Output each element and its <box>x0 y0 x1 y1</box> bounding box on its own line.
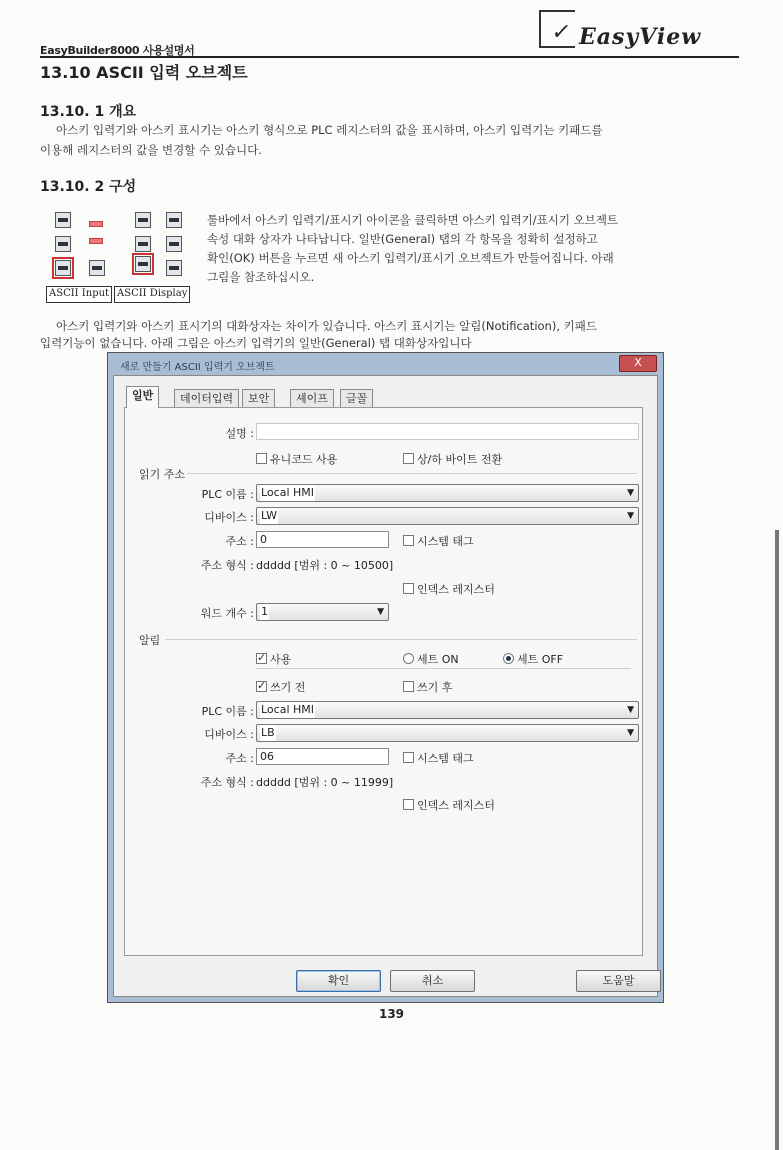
checkbox-icon <box>403 681 414 692</box>
read-format-value: ddddd [범위 : 0 ~ 10500] <box>256 559 394 572</box>
after-write-label: 쓰기 후 <box>417 681 453 694</box>
group-divider <box>256 668 631 669</box>
notification-group-label: 알림 <box>139 634 161 647</box>
notify-device-value: LB <box>261 726 275 739</box>
use-unicode-label: 유니코드 사용 <box>270 453 338 466</box>
notify-index-register-label: 인덱스 레지스터 <box>417 799 495 812</box>
word-count-select[interactable] <box>256 603 389 621</box>
notify-format-value: ddddd [범위 : 0 ~ 11999] <box>256 776 394 789</box>
read-address-label: 주소 : <box>225 535 254 548</box>
read-index-register-label: 인덱스 레지스터 <box>417 583 495 596</box>
notify-enable-label: 사용 <box>270 653 292 666</box>
tab-security[interactable]: 보안 <box>242 389 275 407</box>
read-index-register-checkbox[interactable] <box>403 581 495 597</box>
read-device-label: 디바이스 : <box>204 511 254 524</box>
notify-system-tag-checkbox[interactable] <box>403 750 474 766</box>
chevron-down-icon: ▼ <box>627 488 634 498</box>
tab-general[interactable]: 일반 <box>126 386 159 408</box>
notify-device-label: 디바이스 : <box>204 728 254 741</box>
logo-check-icon: ✓ <box>549 20 573 45</box>
notify-index-register-checkbox[interactable] <box>403 797 495 813</box>
close-button[interactable]: X <box>619 355 657 372</box>
general-tab-panel <box>124 407 643 956</box>
ok-button[interactable]: 확인 <box>296 970 381 992</box>
chevron-down-icon: ▼ <box>627 705 634 715</box>
object-icon <box>89 260 105 276</box>
config-text-2: 속성 대화 상자가 나타납니다. 일반(General) 탭의 각 항목을 정확히 설정하고 <box>207 232 598 246</box>
object-icon <box>166 260 182 276</box>
checkbox-icon <box>403 453 414 464</box>
config-text-4: 그림을 참조하십시오. <box>207 270 315 284</box>
notify-plc-name-value: Local HMI <box>261 703 315 716</box>
diff-text-1: 아스키 입력기와 아스키 표시기의 대화상자는 차이가 있습니다. 아스키 표시기는 알림(Notification), 키패드 <box>56 319 597 333</box>
ascii-input-label: ASCII Input <box>46 286 112 303</box>
read-plc-name-select[interactable] <box>256 484 639 502</box>
read-address-input[interactable]: 0 <box>256 531 389 548</box>
object-icon <box>55 212 71 228</box>
after-write-checkbox[interactable] <box>403 679 452 695</box>
checkbox-icon <box>403 752 414 763</box>
tab-shape[interactable]: 셰이프 <box>290 389 334 407</box>
checkbox-icon <box>403 799 414 810</box>
read-address-group-label: 읽기 주소 <box>139 468 186 481</box>
config-text-1: 툴바에서 아스키 입력기/표시기 아이콘을 클릭하면 아스키 입력기/표시기 오브젝트 <box>207 213 619 227</box>
logo-text: EasyView <box>579 24 702 50</box>
tab-font[interactable]: 글꼴 <box>340 389 373 407</box>
chevron-down-icon: ▼ <box>377 607 384 617</box>
overview-text-1: 아스키 입력기와 아스키 표시기는 아스키 형식으로 PLC 레지스터의 값을 표시하며, 아스키 입력기는 키패드를 <box>56 123 603 137</box>
notify-system-tag-label: 시스템 태그 <box>417 752 474 765</box>
read-system-tag-label: 시스템 태그 <box>417 535 474 548</box>
scan-edge <box>775 530 779 1150</box>
tab-data-entry[interactable]: 데이터입력 <box>174 389 239 407</box>
section-title: 13.10 ASCII 입력 오브젝트 <box>40 63 248 82</box>
cancel-button[interactable]: 취소 <box>390 970 475 992</box>
read-device-value: LW <box>261 509 277 522</box>
object-icon <box>135 212 151 228</box>
dialog-body <box>113 375 658 997</box>
notify-plc-name-label: PLC 이름 : <box>201 705 254 718</box>
group-divider <box>187 473 637 474</box>
read-device-select[interactable] <box>256 507 639 525</box>
read-system-tag-checkbox[interactable] <box>403 533 474 549</box>
radio-icon <box>403 653 414 664</box>
checkbox-checked-icon <box>256 653 267 664</box>
chevron-down-icon: ▼ <box>627 511 634 521</box>
manual-title: EasyBuilder8000 사용설명서 <box>40 44 195 57</box>
object-icon <box>135 236 151 252</box>
page-number: 139 <box>378 1007 405 1021</box>
diff-text-2: 입력기능이 없습니다. 아래 그림은 아스키 입력기의 일반(General) 탭 대화상자입니다 <box>40 336 472 350</box>
config-text-3: 확인(OK) 버튼을 누르면 새 아스키 입력기/표시기 오브젝트가 만들어집니다. 아래 <box>207 251 614 265</box>
notify-plc-name-select[interactable] <box>256 701 639 719</box>
object-icon <box>166 212 182 228</box>
word-count-value: 1 <box>261 605 268 618</box>
radio-selected-icon <box>503 653 514 664</box>
word-count-label: 워드 개수 : <box>200 607 254 620</box>
description-label: 설명 : <box>225 427 254 440</box>
set-off-radio[interactable] <box>503 651 563 667</box>
use-unicode-checkbox[interactable] <box>256 451 337 467</box>
notify-format-label: 주소 형식 : <box>200 776 254 789</box>
checkbox-checked-icon <box>256 681 267 692</box>
object-icon <box>55 236 71 252</box>
chevron-down-icon: ▼ <box>627 728 634 738</box>
group-divider <box>165 639 637 640</box>
dialog-title: 새로 만들기 ASCII 입력기 오브젝트 <box>120 362 275 373</box>
notify-device-select[interactable] <box>256 724 639 742</box>
overview-heading: 13.10. 1 개요 <box>40 104 137 120</box>
overview-text-2: 이용해 레지스터의 값을 변경할 수 있습니다. <box>40 143 262 157</box>
set-on-radio[interactable] <box>403 651 459 667</box>
read-plc-name-value: Local HMI <box>261 486 315 499</box>
header-rule <box>40 56 739 58</box>
byte-swap-label: 상/하 바이트 전환 <box>417 453 503 466</box>
read-format-label: 주소 형식 : <box>200 559 254 572</box>
checkbox-icon <box>256 453 267 464</box>
notify-address-input[interactable]: 06 <box>256 748 389 765</box>
description-input[interactable] <box>256 423 639 440</box>
before-write-label: 쓰기 전 <box>270 681 306 694</box>
ascii-input-icon <box>55 260 71 276</box>
indicator-icon <box>89 221 103 227</box>
set-off-label: 세트 OFF <box>517 653 564 666</box>
read-plc-name-label: PLC 이름 : <box>201 488 254 501</box>
set-on-label: 세트 ON <box>417 653 459 666</box>
byte-swap-checkbox[interactable] <box>403 451 502 467</box>
before-write-checkbox[interactable] <box>256 679 305 695</box>
help-button[interactable]: 도움말 <box>576 970 661 992</box>
config-heading: 13.10. 2 구성 <box>40 179 137 195</box>
ascii-display-icon <box>135 256 151 272</box>
notify-enable-checkbox[interactable] <box>256 651 291 667</box>
notify-address-label: 주소 : <box>225 752 254 765</box>
object-icon <box>166 236 182 252</box>
toolbar-icons-figure <box>42 208 192 303</box>
ascii-input-dialog <box>107 352 664 1003</box>
checkbox-icon <box>403 535 414 546</box>
indicator-icon <box>89 238 103 244</box>
checkbox-icon <box>403 583 414 594</box>
ascii-display-label: ASCII Display <box>114 286 190 303</box>
